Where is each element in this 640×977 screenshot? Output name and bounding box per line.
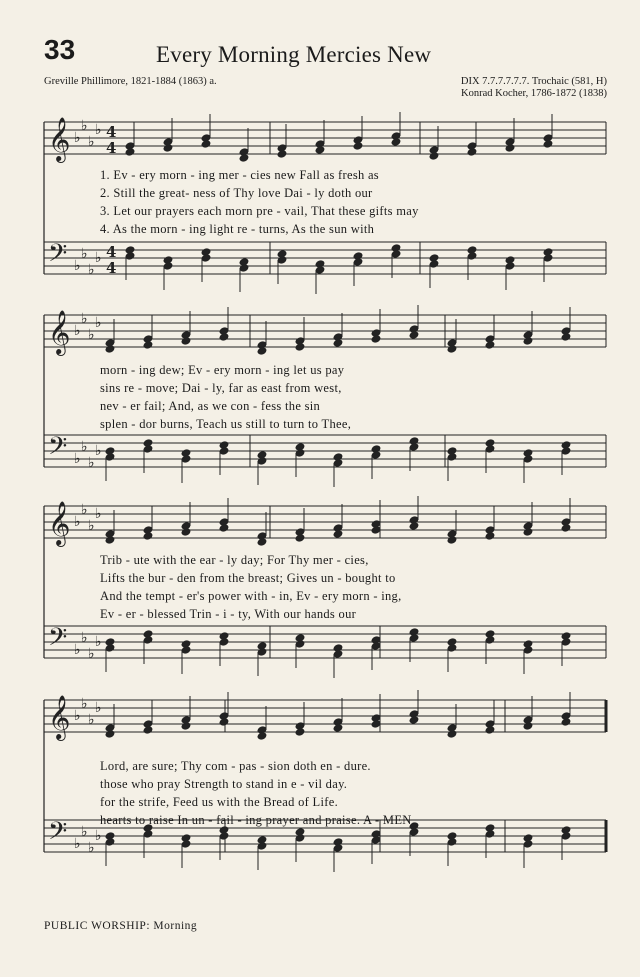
flat-icon: ♭ xyxy=(88,518,95,534)
lyric-line: morn - ing dew; Ev - ery morn - ing let us pay xyxy=(100,363,345,377)
note-head xyxy=(143,725,154,735)
note-head xyxy=(219,332,230,342)
note-head xyxy=(257,537,268,547)
note-head xyxy=(181,336,192,346)
author-credit: Greville Phillimore, 1821-1884 (1863) a. xyxy=(44,76,217,87)
flat-icon: ♭ xyxy=(74,708,81,724)
note-head xyxy=(239,153,250,163)
note-head xyxy=(543,139,554,149)
lyric-line: Trib - ute with the ear - ly day; For Thy mer - cies, xyxy=(100,553,369,567)
lyric-line: splen - dor burns, Teach us still to turn to Thee, xyxy=(100,417,352,431)
time-signature-top: 4 xyxy=(106,123,117,141)
flat-icon: ♭ xyxy=(81,630,88,646)
note-head xyxy=(219,523,230,533)
flat-icon: ♭ xyxy=(81,246,88,262)
tune-credit xyxy=(461,76,607,100)
note-head xyxy=(485,725,496,735)
flat-icon: ♭ xyxy=(95,122,102,138)
flat-icon: ♭ xyxy=(88,712,95,728)
lyric-line: Lord, are sure; Thy com - pas - sion doth en - dure. xyxy=(100,759,371,773)
lyric-line: 1. Ev - ery morn - ing mer - cies new Fall as fresh as xyxy=(100,168,379,182)
note-head xyxy=(315,145,326,155)
note-head xyxy=(409,715,420,725)
lyric-line: hearts to raise In un - fail - ing prayer and praise. A - MEN. xyxy=(100,813,416,827)
flat-icon: ♭ xyxy=(74,258,81,274)
note-head xyxy=(125,147,136,157)
note-head xyxy=(561,717,572,727)
flat-icon: ♭ xyxy=(81,502,88,518)
note-head xyxy=(409,521,420,531)
lyric-line: sins re - move; Dai - ly, far as east from west, xyxy=(100,381,342,395)
time-signature-bottom: 4 xyxy=(106,139,117,157)
note-head xyxy=(257,346,268,356)
note-head xyxy=(505,143,516,153)
note-head xyxy=(143,340,154,350)
flat-icon: ♭ xyxy=(88,646,95,662)
note-head xyxy=(523,336,534,346)
note-head xyxy=(181,527,192,537)
flat-icon: ♭ xyxy=(88,262,95,278)
bass-clef-icon: 𝄢 xyxy=(48,239,68,274)
flat-icon: ♭ xyxy=(81,824,88,840)
note-head xyxy=(295,533,306,543)
flat-icon: ♭ xyxy=(88,327,95,343)
note-head xyxy=(143,531,154,541)
hymn-title: Every Morning Mercies New xyxy=(156,42,432,67)
treble-clef-icon: 𝄞 xyxy=(48,310,71,354)
lyric-line: for the strife, Feed us with the Bread of Life. xyxy=(100,795,338,809)
note-head xyxy=(163,143,174,153)
note-head xyxy=(561,332,572,342)
note-head xyxy=(201,139,212,149)
note-head xyxy=(447,729,458,739)
note-head xyxy=(371,334,382,344)
note-head xyxy=(391,137,402,147)
note-head xyxy=(467,147,478,157)
flat-icon: ♭ xyxy=(95,506,102,522)
flat-icon: ♭ xyxy=(88,455,95,471)
note-head xyxy=(295,727,306,737)
flat-icon: ♭ xyxy=(88,134,95,150)
note-head xyxy=(295,342,306,352)
lyric-line: those who pray Strength to stand in e - vil day. xyxy=(100,777,348,791)
note-head xyxy=(447,344,458,354)
note-head xyxy=(409,330,420,340)
note-head xyxy=(105,344,116,354)
note-head xyxy=(523,721,534,731)
note-head xyxy=(523,527,534,537)
note-head xyxy=(333,529,344,539)
lyric-line: nev - er fail; And, as we con - fess the sin xyxy=(100,399,321,413)
flat-icon: ♭ xyxy=(95,700,102,716)
lyric-line: Lifts the bur - den from the breast; Gives un - bought to xyxy=(100,571,396,585)
treble-clef-icon: 𝄞 xyxy=(48,695,71,739)
flat-icon: ♭ xyxy=(95,634,102,650)
bass-clef-icon: 𝄢 xyxy=(48,817,68,852)
flat-icon: ♭ xyxy=(95,443,102,459)
lyric-line: 4. As the morn - ing light re - turns, As the sun with xyxy=(100,222,375,236)
note-head xyxy=(181,721,192,731)
flat-icon: ♭ xyxy=(81,118,88,134)
flat-icon: ♭ xyxy=(74,642,81,658)
note-head xyxy=(485,531,496,541)
lyric-line: 2. Still the great- ness of Thy love Dai - ly doth our xyxy=(100,186,373,200)
time-signature-top: 4 xyxy=(106,243,117,261)
treble-clef-icon: 𝄞 xyxy=(48,501,71,545)
flat-icon: ♭ xyxy=(95,828,102,844)
flat-icon: ♭ xyxy=(81,439,88,455)
note-head xyxy=(105,535,116,545)
flat-icon: ♭ xyxy=(81,696,88,712)
note-head xyxy=(105,729,116,739)
flat-icon: ♭ xyxy=(74,323,81,339)
bass-clef-icon: 𝄢 xyxy=(48,432,68,467)
note-head xyxy=(257,731,268,741)
hymn-number: 33 xyxy=(44,34,76,65)
note-head xyxy=(277,149,288,159)
flat-icon: ♭ xyxy=(74,451,81,467)
bass-clef-icon: 𝄢 xyxy=(48,623,68,658)
note-head xyxy=(561,523,572,533)
flat-icon: ♭ xyxy=(95,250,102,266)
flat-icon: ♭ xyxy=(88,840,95,856)
flat-icon: ♭ xyxy=(74,514,81,530)
note-head xyxy=(219,717,230,727)
lyric-line: Ev - er - blessed Trin - i - ty, With our hands our xyxy=(100,607,357,621)
flat-icon: ♭ xyxy=(81,311,88,327)
tune-meter: DIX 7.7.7.7.7.7. Trochaic (581, H) xyxy=(460,76,607,87)
flat-icon: ♭ xyxy=(74,130,81,146)
flat-icon: ♭ xyxy=(95,315,102,331)
note-head xyxy=(353,141,364,151)
treble-clef-icon: 𝄞 xyxy=(48,117,71,161)
time-signature-bottom: 4 xyxy=(106,259,117,277)
lyric-line: 3. Let our prayers each morn pre - vail, That these gifts may xyxy=(100,204,419,218)
tune-composer: Konrad Kocher, 1786-1872 (1838) xyxy=(461,88,607,99)
note-head xyxy=(333,723,344,733)
note-head xyxy=(333,338,344,348)
section-footer: PUBLIC WORSHIP: Morning xyxy=(44,920,198,932)
note-head xyxy=(429,151,440,161)
flat-icon: ♭ xyxy=(74,836,81,852)
note-head xyxy=(447,535,458,545)
lyric-line: And the tempt - er's power with - in, Ev - ery morn - ing, xyxy=(100,589,402,603)
note-head xyxy=(485,340,496,350)
